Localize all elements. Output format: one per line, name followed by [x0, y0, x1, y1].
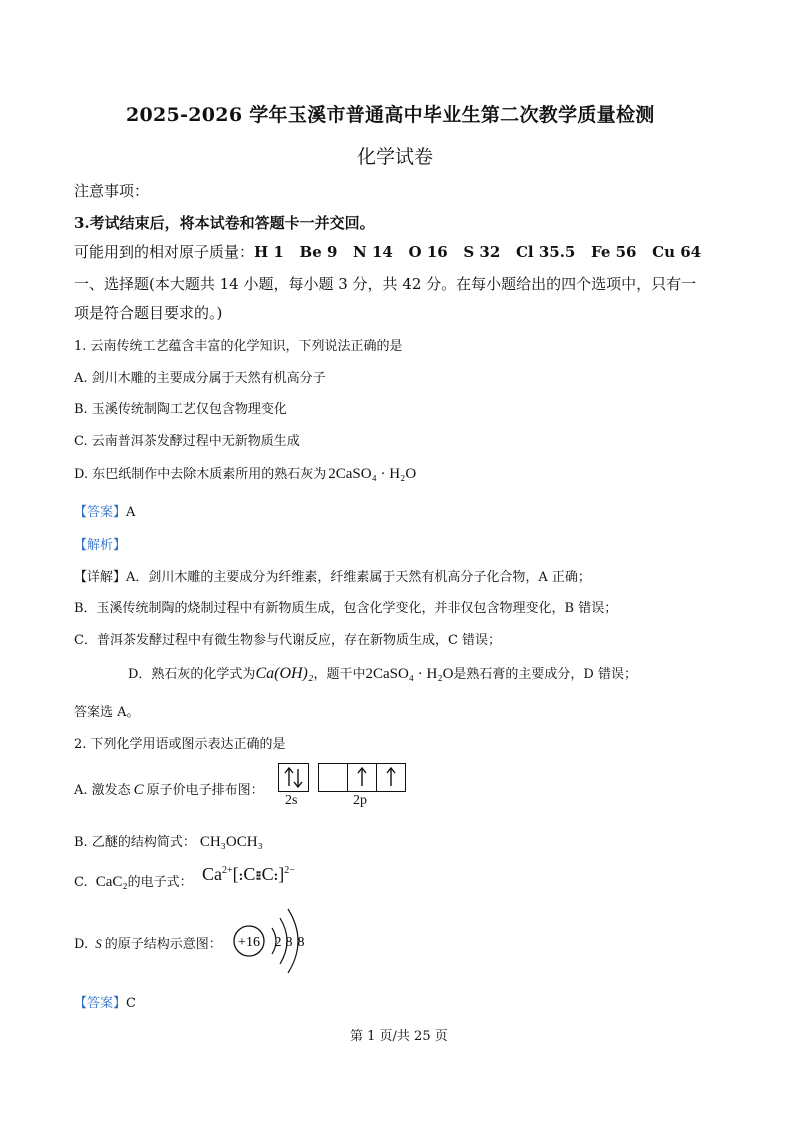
electron-formula-charge: 2−	[284, 865, 295, 876]
q1-answer-value: A	[126, 505, 136, 520]
q1-conclusion: 答案选 A。	[74, 705, 140, 720]
q1-detail-c: C．普洱茶发酵过程中有微生物参与代谢反应，存在新物质生成，C 错误；	[74, 633, 502, 648]
electron-formula-bracket-close: ]	[278, 864, 285, 884]
lone-pair-dots-icon: :	[273, 869, 279, 884]
q1-detail-tag: 【详解】	[74, 570, 127, 585]
q2-option-d-text: D.	[74, 937, 89, 952]
electron-formula-cac2	[202, 864, 295, 885]
lone-pair-dots-icon: :	[238, 869, 244, 884]
q2-option-d-text-2: 的原子结构示意图：	[104, 937, 222, 952]
shell-electrons-2: 8	[285, 935, 293, 950]
q2-option-b-formula: CH₃OCH₃	[199, 834, 263, 850]
nucleus-charge: +16	[238, 935, 260, 950]
section-1-line-2: 项是符合题目要求的。)	[74, 304, 223, 322]
triple-bond-dots-icon: ⁝⁝	[255, 868, 260, 883]
electron-formula-bracket-open: [	[232, 864, 239, 884]
q2-answer-value: C	[126, 996, 136, 1011]
page-subtitle: 化学试卷	[357, 146, 434, 168]
q1-detail-a-text: A．剑川木雕的主要成分为纤维素，纤维素属于天然有机高分子化合物，A 正确；	[126, 570, 591, 585]
q1-detail-a	[74, 566, 591, 585]
q1-answer	[74, 501, 135, 520]
shell-electrons-3: 8	[297, 935, 305, 950]
electron-formula-carbon-1: C	[243, 864, 256, 884]
q1-option-d-formula: 2CaSO₄ · H₂O	[328, 466, 417, 482]
up-arrow-icon	[377, 764, 405, 791]
q1-detail-d-formula-1: Ca(OH)₂	[255, 665, 314, 682]
orbital-box-2p-2	[347, 763, 377, 792]
q2-option-a-text-2: 原子价电子排布图：	[146, 783, 264, 798]
q2-option-d	[74, 933, 222, 952]
q2-option-c	[74, 871, 193, 891]
atomic-masses-label: 可能用到的相对原子质量：	[74, 243, 255, 261]
q2-option-c-text: 的电子式：	[127, 875, 193, 890]
q2-option-d-symbol: S	[95, 936, 102, 951]
q1-detail-d	[128, 663, 637, 683]
page-number: 第 1 页/共 25 页	[350, 1029, 448, 1044]
electron-formula-ca: Ca	[202, 864, 222, 884]
orbital-box-2p-1	[318, 763, 348, 792]
section-1-line-1: 一、选择题(本大题共 14 小题，每小题 3 分，共 42 分。在每小题给出的四个选项中，只有一	[74, 275, 697, 293]
q1-detail-d-text-2: ，题干中	[313, 667, 366, 682]
q1-option-c: C. 云南普洱茶发酵过程中无新物质生成	[74, 434, 300, 449]
page-title: 2025-2026 学年玉溪市普通高中毕业生第二次教学质量检测	[126, 104, 655, 126]
q2-option-a	[74, 779, 264, 799]
q1-detail-d-text-3: 是熟石膏的主要成分，D 错误；	[453, 667, 637, 682]
orbital-label-2s: 2s	[285, 793, 298, 808]
q2-option-a-symbol: C	[133, 782, 144, 798]
notice-heading: 注意事项：	[74, 182, 150, 200]
q1-detail-d-text-1: D．熟石灰的化学式为	[128, 667, 256, 682]
q2-option-b-text: B. 乙醚的结构简式：	[74, 835, 196, 850]
q2-option-b	[74, 831, 263, 851]
up-arrow-icon	[348, 764, 376, 791]
q2-stem: 2. 下列化学用语或图示表达正确的是	[74, 737, 286, 752]
up-down-arrows-icon	[279, 764, 308, 791]
atomic-structure-diagram	[228, 906, 328, 976]
notice-item-3	[74, 212, 375, 233]
q2-option-c-formula: CaC₂	[95, 874, 128, 890]
orbital-box-2s	[278, 763, 309, 792]
q1-analysis-tag: 【解析】	[74, 538, 127, 553]
electron-formula-carbon-2: C	[261, 864, 274, 884]
q1-option-b: B. 玉溪传统制陶工艺仅包含物理变化	[74, 402, 287, 417]
q1-detail-b: B．玉溪传统制陶的烧制过程中有新物质生成，包含化学变化，并非仅包含物理变化，B 错误；	[74, 601, 618, 616]
q1-stem: 1. 云南传统工艺蕴含丰富的化学知识，下列说法正确的是	[74, 339, 403, 354]
orbital-label-2p: 2p	[353, 793, 367, 808]
atomic-masses-values: H 1 Be 9 N 14 O 16 S 32 Cl 35.5 Fe 56 Cu 64	[254, 243, 702, 261]
notice-item-3-text: 3.考试结束后，将本试卷和答题卡一并交回。	[74, 214, 375, 232]
q1-option-a: A. 剑川木雕的主要成分属于天然有机高分子	[74, 371, 326, 386]
atomic-masses	[74, 241, 701, 262]
shell-electrons-1: 2	[274, 935, 282, 950]
q2-option-c-prefix: C.	[74, 875, 88, 890]
q1-answer-tag: 【答案】	[74, 505, 127, 520]
q2-option-a-text: A. 激发态	[74, 783, 131, 798]
q2-answer-tag: 【答案】	[74, 996, 127, 1011]
q1-option-d	[74, 463, 416, 483]
electron-formula-ca-charge: 2+	[222, 865, 233, 876]
q1-option-d-text: D. 东巴纸制作中去除木质素所用的熟石灰为	[74, 467, 327, 482]
q2-answer	[74, 992, 136, 1011]
orbital-box-2p-3	[376, 763, 406, 792]
q1-detail-d-formula-2: 2CaSO₄ · H₂O	[365, 666, 454, 682]
